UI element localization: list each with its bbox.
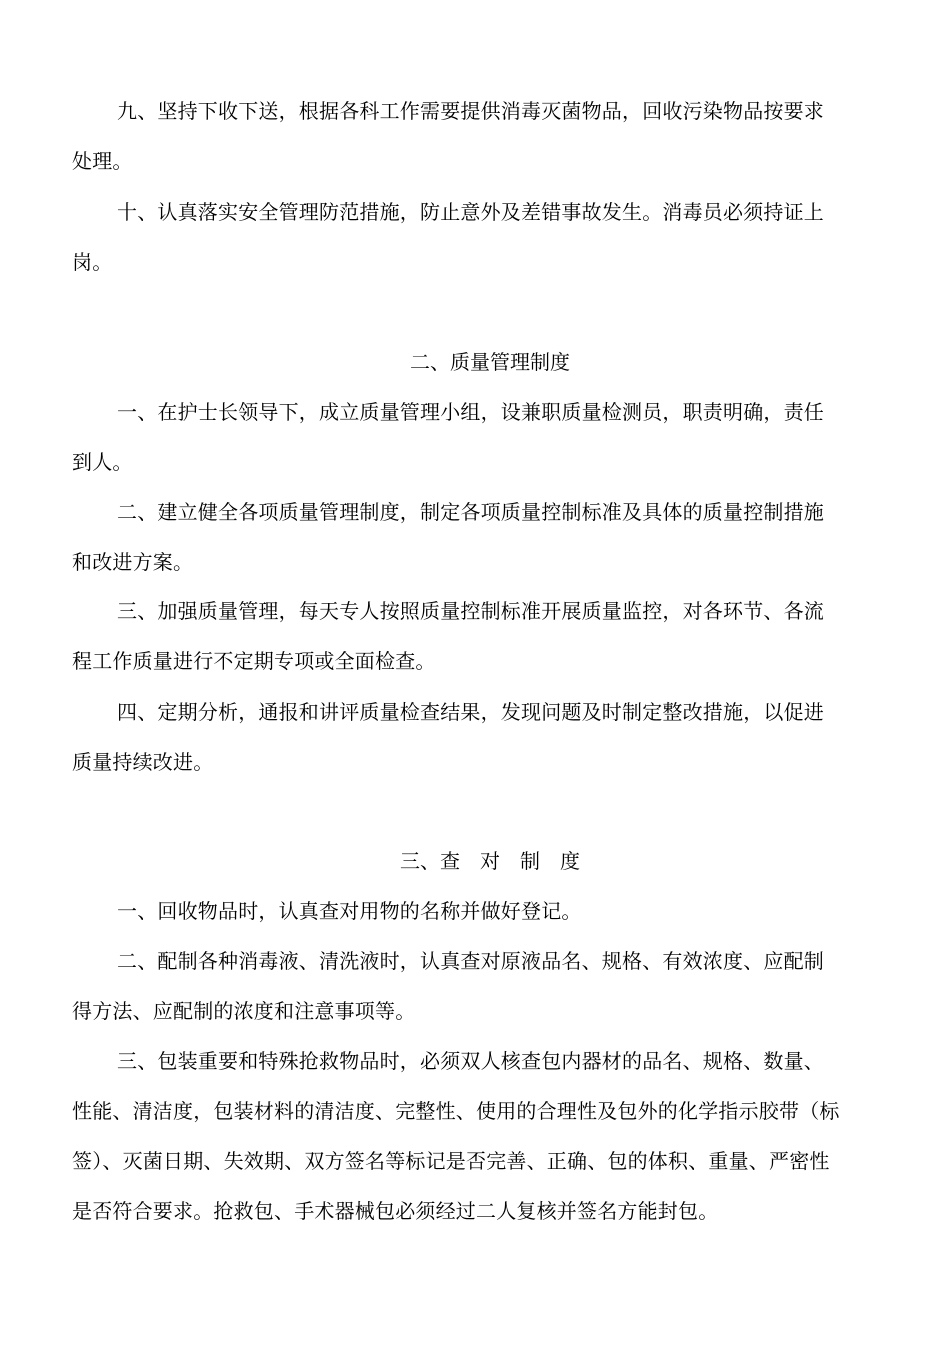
paragraph-item-10: 十、认真落实安全管理防范措施，防止意外及差错事故发生。消毒员必须持证上岗。	[72, 200, 824, 274]
section-heading-quality-management: 二、质量管理制度	[410, 350, 570, 374]
paragraph-check-1: 一、回收物品时，认真查对用物的名称并做好登记。	[117, 899, 582, 923]
section-heading-checking-system: 三、查 对 制 度	[400, 849, 580, 873]
paragraph-quality-1: 一、在护士长领导下，成立质量管理小组，设兼职质量检测员，职责明确，责任到人。	[72, 400, 824, 474]
paragraph-quality-3: 三、加强质量管理，每天专人按照质量控制标准开展质量监控，对各环节、各流程工作质量进行不定期专项或全面检查。	[72, 599, 824, 673]
paragraph-quality-2: 二、建立健全各项质量管理制度，制定各项质量控制标准及具体的质量控制措施和改进方案。	[72, 500, 824, 574]
paragraph-check-3: 三、包装重要和特殊抢救物品时，必须双人核查包内器材的品名、规格、数量、性能、清洁度，包装材料的清洁度、完整性、使用的合理性及包外的化学指示胶带（标签）、灭菌日期、失效期、双方签名等标记是否完善、正确、包的体积、重量、严密性是否符合要求。抢救包、手术器械包必须经过二人复核并签名方能封包。	[72, 1049, 840, 1223]
paragraph-quality-4: 四、定期分析，通报和讲评质量检查结果，发现问题及时制定整改措施，以促进质量持续改进。	[72, 700, 824, 774]
paragraph-item-9: 九、坚持下收下送，根据各科工作需要提供消毒灭菌物品，回收污染物品按要求处理。	[72, 99, 824, 173]
paragraph-check-2: 二、配制各种消毒液、清洗液时，认真查对原液品名、规格、有效浓度、应配制得方法、应配制的浓度和注意事项等。	[72, 949, 824, 1023]
